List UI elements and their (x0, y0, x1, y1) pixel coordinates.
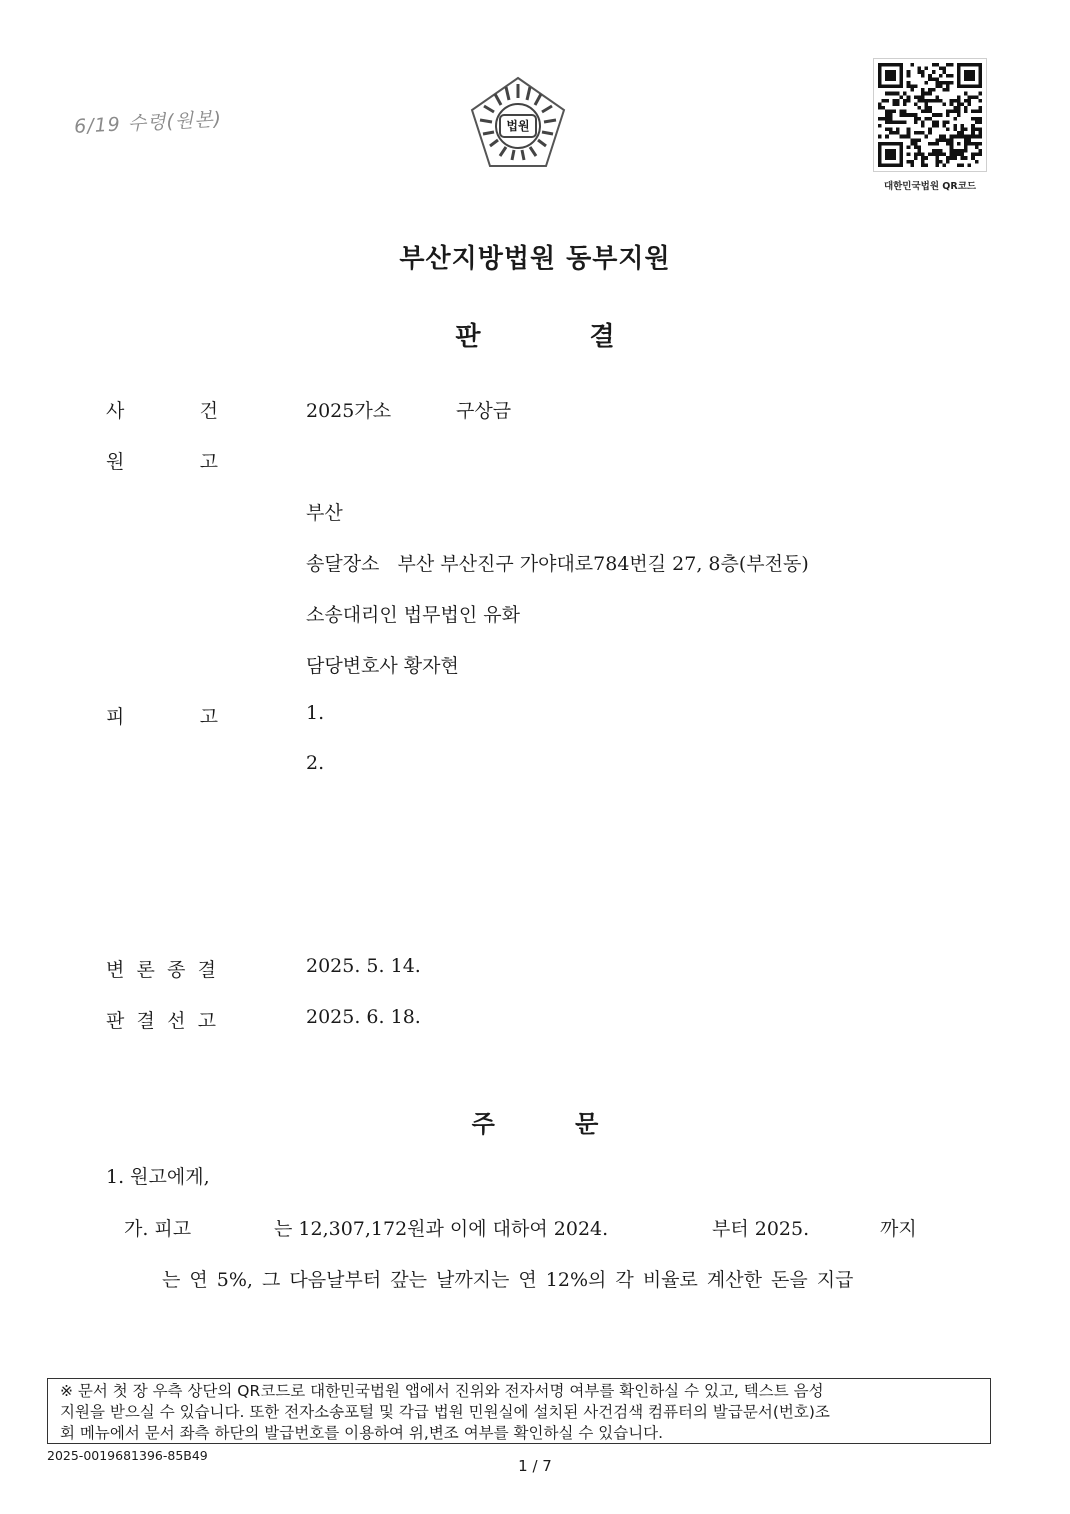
qr-code-label: 대한민국법원 QR코드 (883, 181, 977, 192)
document-issue-number: 2025-0019681396-85B49 (47, 1448, 208, 1463)
plaintiff-lawyer: 담당변호사 황자현 (306, 655, 459, 677)
plaintiff-service-address: 송달장소 부산 부산진구 가야대로784번길 27, 8층(부전동) (306, 553, 809, 575)
defendant-item: 2. (306, 752, 325, 774)
order-line-2-d: 까지 (880, 1218, 917, 1240)
handwritten-note: 6/19 수령(원본) (73, 108, 223, 138)
plaintiff-attorney: 소송대리인 법무법인 유화 (306, 604, 520, 626)
notice-line: ※ 문서 첫 장 우측 상단의 QR코드로 대한민국법원 앱에서 진위와 전자서명 여부를 확인하실 수 있고, 텍스트 음성 (60, 1382, 824, 1400)
order-line-1: 1. 원고에게, (106, 1166, 210, 1188)
notice-line: 회 메뉴에서 문서 좌측 하단의 발급번호를 이용하여 위,변조 여부를 확인하실 수 있습니다. (60, 1424, 664, 1442)
order-line-3: 는 연 5%, 그 다음날부터 갚는 날까지는 연 12%의 각 비율로 계산한 돈을 지급 (162, 1269, 854, 1291)
defendant-label: 피 고 (106, 706, 218, 728)
hearing-end-label: 변 론 종 결 (106, 959, 216, 981)
seal-text: 법원 (506, 119, 530, 133)
judgment-date-label: 판 결 선 고 (106, 1010, 216, 1032)
plaintiff-address: 부산 (306, 502, 343, 524)
qr-code-block (868, 52, 992, 192)
court-name: 부산지방법원 동부지원 (399, 244, 671, 274)
case-name: 구상금 (456, 400, 512, 422)
case-label: 사 건 (106, 400, 218, 422)
order-line-2-a: 가. 피고 (124, 1218, 192, 1240)
defendant-item: 1. (306, 702, 325, 724)
order-title: 주 문 (471, 1110, 599, 1138)
court-seal (466, 74, 570, 172)
order-line-2-c: 부터 2025. (712, 1218, 810, 1240)
plaintiff-label: 원 고 (106, 451, 218, 473)
order-line-2-b: 는 12,307,172원과 이에 대하여 2024. (274, 1218, 609, 1240)
page-number: 1 / 7 (518, 1457, 552, 1475)
judgment-date: 2025. 6. 18. (306, 1006, 421, 1028)
document-title: 판 결 (455, 322, 615, 352)
qr-code[interactable] (873, 58, 987, 172)
hearing-end-date: 2025. 5. 14. (306, 955, 421, 977)
authenticity-notice (47, 1378, 991, 1444)
notice-line: 지원을 받으실 수 있습니다. 또한 전자소송포털 및 각급 법원 민원실에 설치된 사건검색 컴퓨터의 발급문서(번호)조 (60, 1403, 830, 1421)
case-number: 2025가소 (306, 400, 392, 422)
